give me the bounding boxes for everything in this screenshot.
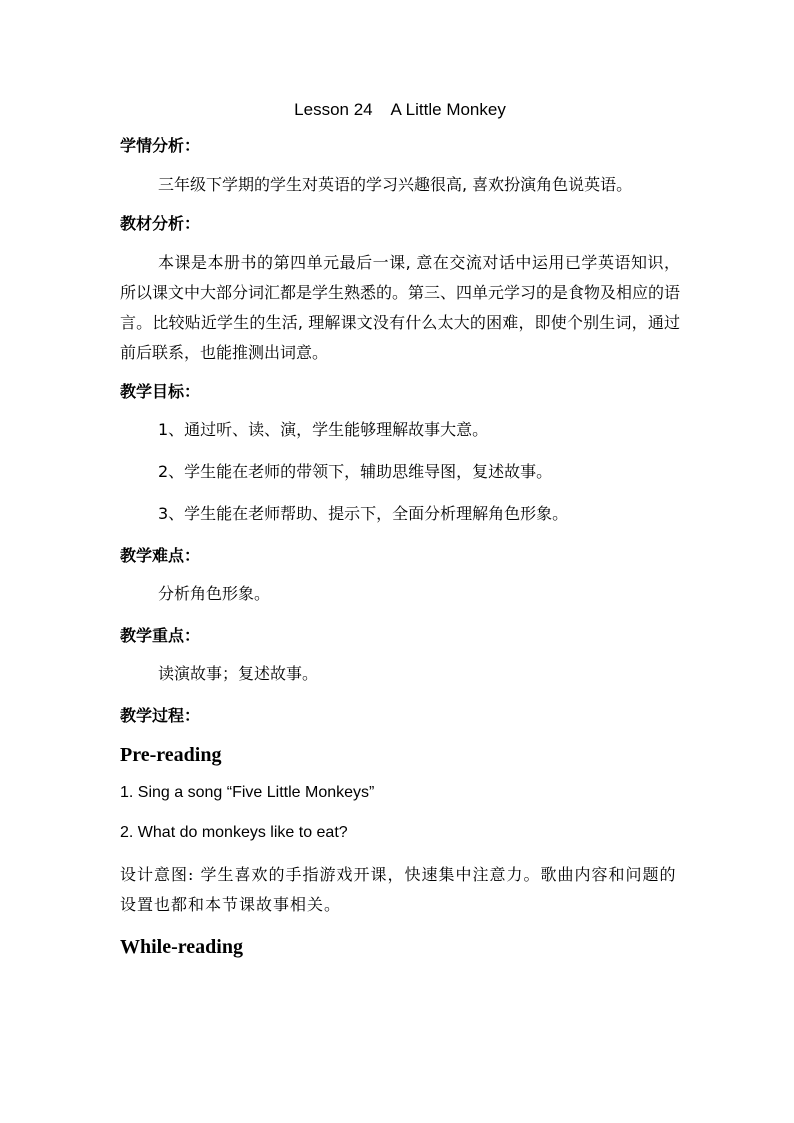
objectives-heading: 教学目标： bbox=[120, 382, 201, 401]
difficulty-text: 分析角色形象。 bbox=[158, 584, 271, 603]
difficulty-heading: 教学难点： bbox=[120, 546, 201, 565]
learner-analysis-heading: 学情分析： bbox=[120, 136, 201, 155]
pre-reading-item: 1. Sing a song “Five Little Monkeys” bbox=[120, 784, 375, 801]
process-heading: 教学过程： bbox=[120, 706, 201, 725]
key-points-text: 读演故事；复述故事。 bbox=[158, 664, 319, 683]
lesson-title: Lesson 24 A Little Monkey bbox=[294, 100, 506, 119]
while-reading-heading: While-reading bbox=[120, 936, 243, 958]
material-analysis-text: 本课是本册书的第四单元最后一课, 意在交流对话中运用已学英语知识，所以课文中大部分词汇都是学生熟悉的。第三、四单元学习的是食物及相应的语言。比较贴近学生的生活, 理解课文没有什么太大的困难，即使个别生词，通过前后联系，也能推测出词意。 bbox=[120, 253, 681, 362]
document-body bbox=[120, 96, 680, 972]
objective-item: 1、通过听、读、演，学生能够理解故事大意。 bbox=[158, 420, 489, 439]
material-analysis-heading: 教材分析： bbox=[120, 214, 201, 233]
design-intent-note: 设计意图: 学生喜欢的手指游戏开课，快速集中注意力。歌曲内容和问题的设置也都和本节课故事相关。 bbox=[120, 865, 677, 914]
key-points-heading: 教学重点： bbox=[120, 626, 201, 645]
objective-item: 2、学生能在老师的带领下，辅助思维导图，复述故事。 bbox=[158, 462, 553, 481]
pre-reading-heading: Pre-reading bbox=[120, 744, 222, 766]
objective-item: 3、学生能在老师帮助、提示下，全面分析理解角色形象。 bbox=[158, 504, 569, 523]
learner-analysis-text: 三年级下学期的学生对英语的学习兴趣很高, 喜欢扮演角色说英语。 bbox=[158, 175, 633, 194]
pre-reading-item: 2. What do monkeys like to eat? bbox=[120, 824, 348, 841]
